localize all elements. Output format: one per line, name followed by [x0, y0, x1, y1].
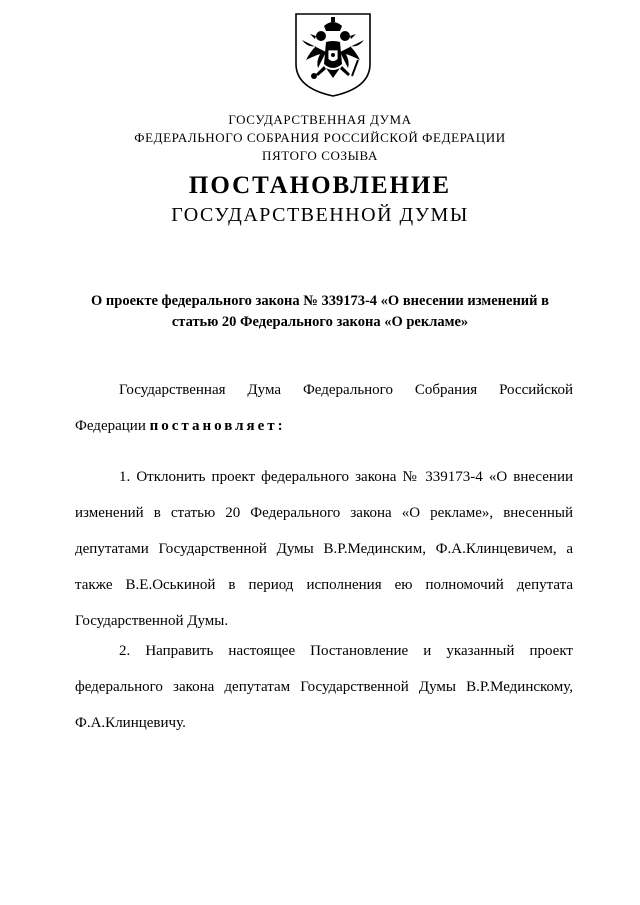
item-1-line-2: изменений в статью 20 Федерального закона «О рекламе», внесенный — [75, 505, 573, 521]
double-headed-eagle-emblem-icon — [294, 12, 372, 98]
item-1-line-5: Государственной Думы. — [75, 613, 229, 629]
resolution-subject — [60, 291, 580, 333]
preamble-line-1: Государственная Дума Федерального Собрания Российской — [119, 382, 573, 398]
item-2-line-1: 2. Направить настоящее Постановление и указанный проект — [119, 643, 573, 659]
item-2-paragraph — [75, 633, 573, 741]
header-line-2: ФЕДЕРАЛЬНОГО СОБРАНИЯ РОССИЙСКОЙ ФЕДЕРАЦИИ — [134, 130, 506, 145]
document-subtitle: ГОСУДАРСТВЕННОЙ ДУМЫ — [171, 204, 469, 226]
item-2-line-3: Ф.А.Клинцевичу. — [75, 715, 186, 731]
subject-line-1: О проекте федерального закона № 339173-4 «О внесении изменений в — [91, 293, 549, 309]
header-line-1: ГОСУДАРСТВЕННАЯ ДУМА — [228, 112, 412, 127]
item-1-line-4: также В.Е.Оськиной в период исполнения ею полномочий депутата — [75, 577, 573, 593]
item-1-line-1: 1. Отклонить проект федерального закона № 339173-4 «О внесении — [119, 469, 573, 485]
item-1-paragraph — [75, 459, 573, 639]
preamble-resolves-keyword: постановляет: — [149, 418, 286, 434]
preamble-line-2-start: Федерации — [75, 418, 150, 434]
item-2-line-2: федерального закона депутатам Государственной Думы В.Р.Мединскому, — [75, 679, 573, 695]
subject-line-2: статью 20 Федерального закона «О рекламе» — [171, 314, 469, 330]
document-title: ПОСТАНОВЛЕНИЕ — [188, 172, 452, 199]
preamble-line-2 — [75, 408, 573, 444]
issuing-body-header — [0, 111, 640, 165]
preamble-paragraph — [75, 372, 573, 444]
item-1-line-3: депутатами Государственной Думы В.Р.Мединским, Ф.А.Клинцевичем, а — [75, 541, 573, 557]
header-line-3: ПЯТОГО СОЗЫВА — [262, 148, 378, 163]
